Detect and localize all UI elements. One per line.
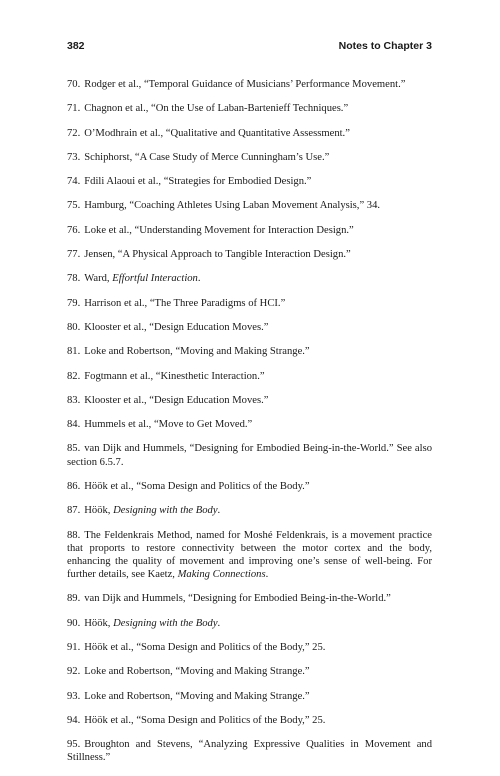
endnote-text: Harrison et al., “The Three Paradigms of HCI.” bbox=[84, 297, 286, 309]
endnote-text: . bbox=[197, 273, 201, 285]
endnote-item bbox=[67, 504, 432, 517]
endnote-text: Hummels et al., “Move to Get Moved.” bbox=[84, 419, 253, 431]
running-header bbox=[67, 40, 432, 56]
endnote-number: 72. bbox=[67, 127, 81, 139]
endnote-number: 76. bbox=[67, 224, 81, 236]
endnote-number: 87. bbox=[67, 505, 81, 517]
endnote-text: Jensen, “A Physical Approach to Tangible Interaction Design.” bbox=[84, 249, 351, 261]
endnote-text: Fdili Alaoui et al., “Strategies for Embodied Design.” bbox=[84, 176, 312, 188]
endnote-item bbox=[67, 442, 432, 468]
endnote-number: 86. bbox=[67, 480, 81, 492]
endnote-number: 83. bbox=[67, 394, 81, 406]
endnote-item bbox=[67, 738, 432, 764]
endnote-number: 85. bbox=[67, 443, 81, 455]
endnote-number: 91. bbox=[67, 642, 81, 654]
endnote-text: Höök et al., “Soma Design and Politics of the Body,” 25. bbox=[84, 642, 326, 654]
endnote-item bbox=[67, 78, 432, 91]
endnote-text: Loke et al., “Understanding Movement for Interaction Design.” bbox=[84, 224, 354, 236]
endnote-number: 73. bbox=[67, 151, 81, 163]
endnote-text: Höök et al., “Soma Design and Politics of the Body,” 25. bbox=[84, 714, 326, 726]
endnote-item bbox=[67, 370, 432, 383]
endnote-number: 71. bbox=[67, 103, 81, 115]
endnote-text: Chagnon et al., “On the Use of Laban-Bartenieff Techniques.” bbox=[84, 103, 349, 115]
endnote-item bbox=[67, 248, 432, 261]
endnote-text: Höök et al., “Soma Design and Politics of the Body.” bbox=[84, 480, 310, 492]
endnote-number: 81. bbox=[67, 346, 81, 358]
endnote-item bbox=[67, 480, 432, 493]
endnote-text: van Dijk and Hummels, “Designing for Embodied Being-in-the-World.” See also section 6.5.7. bbox=[67, 443, 432, 468]
endnote-text: Broughton and Stevens, “Analyzing Expressive Qualities in Movement and Stillness.” bbox=[67, 739, 432, 764]
endnote-text: Klooster et al., “Design Education Moves.” bbox=[84, 394, 269, 406]
book-title: Designing with the Body bbox=[113, 617, 218, 629]
endnote-item bbox=[67, 297, 432, 310]
endnote-text: van Dijk and Hummels, “Designing for Embodied Being-in-the-World.” bbox=[84, 593, 391, 605]
endnote-item bbox=[67, 641, 432, 654]
endnote-item bbox=[67, 690, 432, 703]
endnote-item bbox=[67, 345, 432, 358]
endnote-number: 92. bbox=[67, 666, 81, 678]
endnote-number: 75. bbox=[67, 200, 81, 212]
endnote-item bbox=[67, 665, 432, 678]
endnote-text: Rodger et al., “Temporal Guidance of Musicians’ Performance Movement.” bbox=[84, 79, 406, 90]
endnote-item bbox=[67, 272, 432, 285]
endnotes-list bbox=[67, 78, 432, 776]
endnote-text: . bbox=[265, 569, 269, 581]
endnote-text: The Feldenkrais Method, named for Moshé Feldenkrais, is a movement practice that proports to restore connectivity between the motor cortex and the body, enhancing the quality of movement and improving one’s sense of well-being. For further details, see Kaetz, bbox=[67, 529, 432, 581]
endnote-item bbox=[67, 529, 432, 582]
endnote-number: 70. bbox=[67, 79, 81, 90]
endnote-item bbox=[67, 224, 432, 237]
endnote-number: 78. bbox=[67, 273, 81, 285]
endnote-number: 94. bbox=[67, 714, 81, 726]
endnote-item bbox=[67, 714, 432, 727]
book-title: Making Connections bbox=[177, 569, 266, 581]
endnote-number: 88. bbox=[67, 529, 81, 541]
endnote-item bbox=[67, 592, 432, 605]
chapter-title: Notes to Chapter 3 bbox=[338, 40, 432, 52]
endnote-text: . bbox=[217, 617, 221, 629]
endnote-number: 93. bbox=[67, 690, 81, 702]
endnote-text: Höök, bbox=[84, 617, 114, 629]
endnote-number: 90. bbox=[67, 617, 81, 629]
endnote-text: Loke and Robertson, “Moving and Making Strange.” bbox=[84, 666, 310, 678]
endnote-text: Ward, bbox=[84, 273, 113, 285]
endnote-item bbox=[67, 199, 432, 212]
book-title: Designing with the Body bbox=[113, 505, 218, 517]
endnote-text: Loke and Robertson, “Moving and Making Strange.” bbox=[84, 690, 310, 702]
endnote-number: 89. bbox=[67, 593, 81, 605]
endnote-text: Loke and Robertson, “Moving and Making Strange.” bbox=[84, 346, 310, 358]
endnote-item bbox=[67, 394, 432, 407]
endnote-text: O’Modhrain et al., “Qualitative and Quantitative Assessment.” bbox=[84, 127, 350, 139]
endnote-text: Klooster et al., “Design Education Moves.” bbox=[84, 321, 269, 333]
endnote-item bbox=[67, 175, 432, 188]
endnote-number: 74. bbox=[67, 176, 81, 188]
endnote-number: 79. bbox=[67, 297, 81, 309]
endnote-item bbox=[67, 321, 432, 334]
endnote-number: 82. bbox=[67, 370, 81, 382]
endnote-item bbox=[67, 617, 432, 630]
endnote-text: Fogtmann et al., “Kinesthetic Interaction.” bbox=[84, 370, 265, 382]
endnote-number: 77. bbox=[67, 249, 81, 261]
book-title: Effortful Interaction bbox=[112, 273, 198, 285]
endnote-text: Schiphorst, “A Case Study of Merce Cunningham’s Use.” bbox=[84, 151, 330, 163]
endnote-number: 95. bbox=[67, 739, 81, 751]
endnote-item bbox=[67, 127, 432, 140]
endnote-text: Hamburg, “Coaching Athletes Using Laban Movement Analysis,” 34. bbox=[84, 200, 381, 212]
endnote-item bbox=[67, 151, 432, 164]
endnote-item bbox=[67, 102, 432, 115]
endnote-item bbox=[67, 418, 432, 431]
endnote-number: 80. bbox=[67, 321, 81, 333]
endnote-text: Höök, bbox=[84, 505, 114, 517]
page-number: 382 bbox=[67, 40, 85, 52]
endnote-number: 84. bbox=[67, 419, 81, 431]
endnote-text: . bbox=[217, 505, 221, 517]
